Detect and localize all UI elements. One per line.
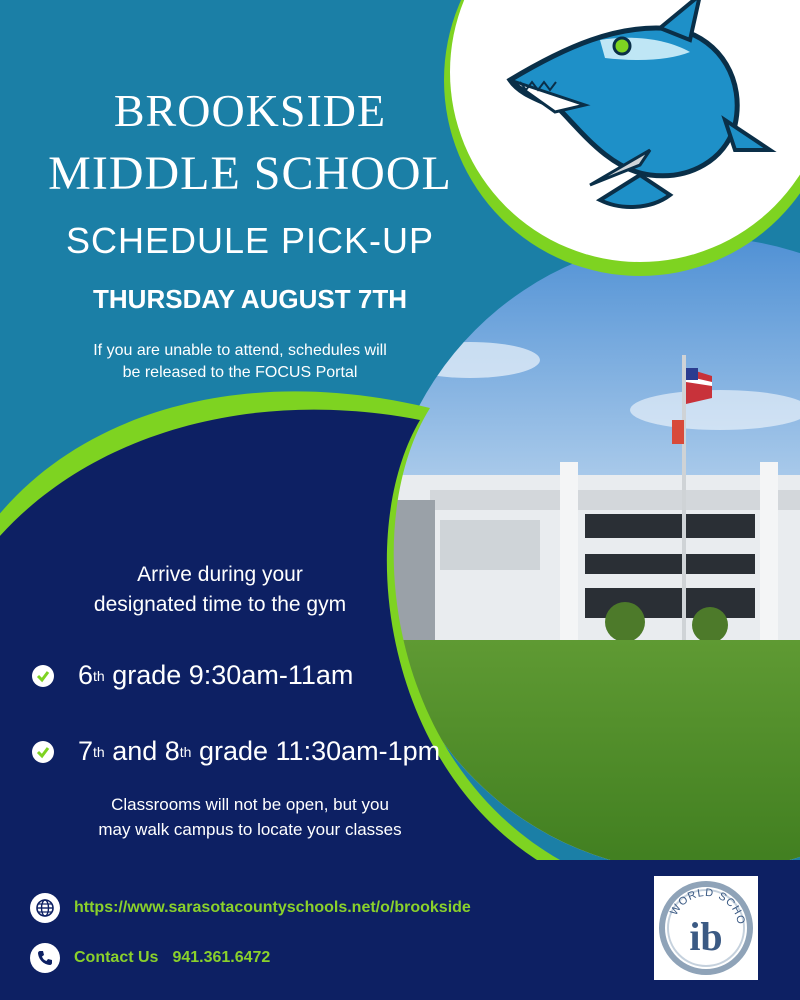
phone-icon	[30, 943, 60, 973]
arrive-instructions	[30, 560, 410, 620]
check-icon	[32, 741, 54, 763]
grade6-suffix: th	[93, 667, 105, 684]
event-date: THURSDAY AUGUST 7TH	[93, 284, 407, 314]
focus-portal-note	[20, 340, 460, 384]
grade6-time: grade 9:30am-11am	[104, 660, 354, 690]
ib-world-school-logo	[654, 876, 758, 980]
classrooms-line2: may walk campus to locate your classes	[98, 820, 402, 839]
school-name-line1: BROOKSIDE	[113, 85, 387, 136]
grade7-number: 7	[78, 736, 94, 766]
grade6-schedule	[32, 660, 353, 691]
ib-letters: ib	[689, 914, 723, 959]
website-link[interactable]: https://www.sarasotacountyschools.net/o/brookside	[74, 899, 471, 916]
grade6-number: 6	[78, 660, 94, 690]
school-name-line2: MIDDLE SCHOOL	[48, 147, 452, 200]
grade8-suffix: th	[179, 743, 192, 760]
globe-icon	[30, 893, 60, 923]
arrive-line2: designated time to the gym	[93, 593, 347, 616]
arrive-line1: Arrive during your	[137, 563, 303, 586]
classrooms-line1: Classrooms will not be open, but you	[111, 795, 389, 814]
grade8-number: and 8	[104, 736, 180, 766]
contact-label: Contact Us	[74, 949, 159, 966]
classrooms-note	[40, 792, 460, 842]
check-icon	[32, 665, 54, 687]
grade7-8-time: grade 11:30am-1pm	[191, 736, 441, 766]
note-line1: If you are unable to attend, schedules will	[93, 342, 387, 359]
phone-number[interactable]: 941.361.6472	[172, 949, 271, 966]
grade7-8-schedule	[32, 736, 440, 767]
grade7-suffix: th	[93, 743, 105, 760]
event-title: SCHEDULE PICK-UP	[65, 220, 435, 261]
note-line2: be released to the FOCUS Portal	[122, 364, 358, 381]
phone-row	[30, 943, 270, 973]
website-row	[30, 893, 471, 923]
world-school-text: WORLD SCHO	[668, 886, 748, 927]
